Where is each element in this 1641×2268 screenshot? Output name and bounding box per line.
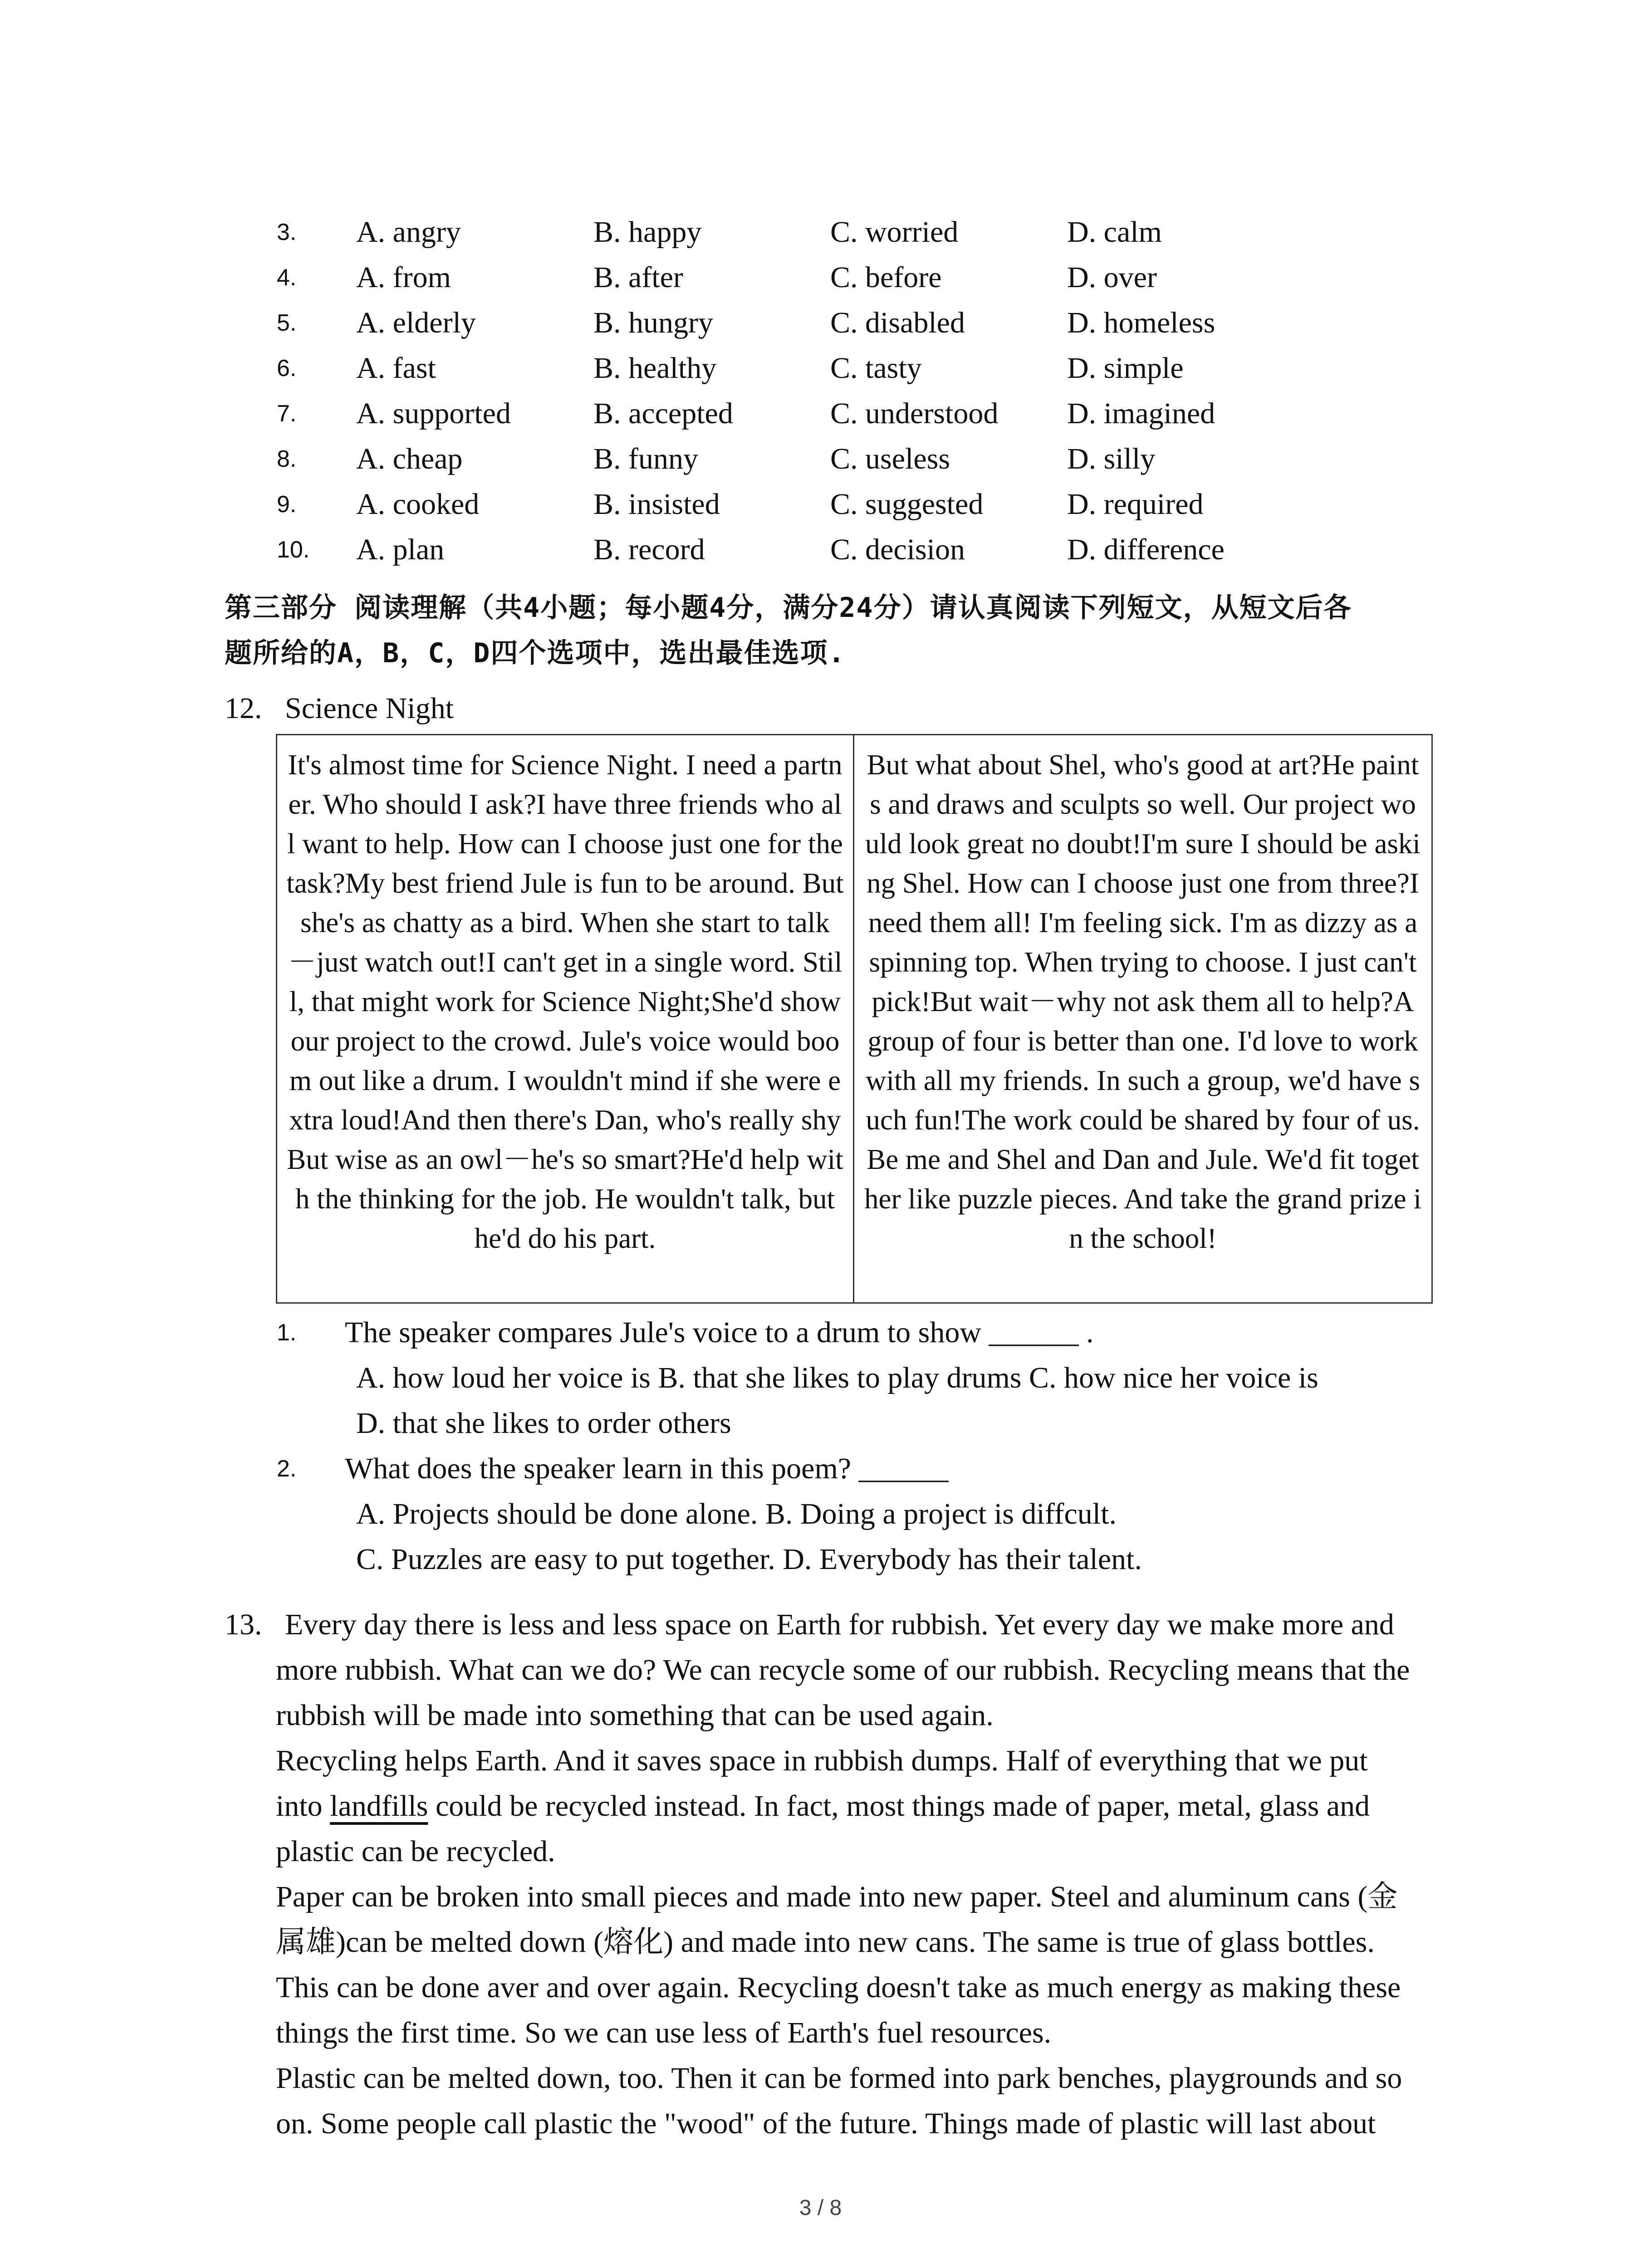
passage-line: things the first time. So we can use less of Earth's fuel resources. <box>276 2016 1052 2049</box>
option-c: C. understood <box>830 397 999 430</box>
passage-title: Science Night <box>285 692 454 725</box>
option-d: D. over <box>1067 261 1157 294</box>
passage-text: could be recycled instead. In fact, most things made of paper, metal, glass and <box>428 1789 1370 1823</box>
page-number: 3 / 8 <box>799 2196 842 2220</box>
option-a: A. elderly <box>356 306 476 339</box>
option-row <box>0 346 1641 391</box>
option-b: B. insisted <box>593 488 720 521</box>
sub-question-options: A. how loud her voice is B. that she likes to play drums C. how nice her voice is <box>356 1361 1318 1394</box>
option-d: D. difference <box>1067 533 1225 566</box>
option-a: A. plan <box>356 533 445 566</box>
option-d: D. imagined <box>1067 397 1215 430</box>
option-a: A. fast <box>356 352 436 385</box>
poem-table <box>276 734 1433 1304</box>
option-b: B. healthy <box>593 352 717 385</box>
passage-line: rubbish will be made into something that can be used again. <box>276 1699 994 1732</box>
sub-question-stem: What does the speaker learn in this poem? ______ <box>345 1452 949 1485</box>
section-heading-line: 题所给的A，B，C，D四个选项中，选出最佳选项. <box>225 637 846 669</box>
option-d: D. calm <box>1067 215 1162 249</box>
sub-question-number: 1. <box>277 1320 297 1346</box>
passage-line: Paper can be broken into small pieces and made into new paper. Steel and aluminum cans (金 <box>276 1880 1398 1913</box>
option-c: C. useless <box>830 442 950 475</box>
poem-right-column: But what about Shel, who's good at art?He paints and draws and sculpts so well. Our project would look great no doubt!I'm sure I should be asking Shel. How can I choose just one from three?I need them all! I'm feeling sick. I'm as dizzy as a spinning top. When trying to choose. I just can't pick!But wait－why not ask them all to help?A group of four is better than one. I'd love to work with all my friends. In such a group, we'd have such fun!The work could be shared by four of us. Be me and Shel and Dan and Jule. We'd fit together like puzzle pieces. And take the grand prize in the school! <box>864 749 1421 1254</box>
option-b: B. happy <box>593 215 702 249</box>
sub-question-number: 2. <box>277 1456 297 1482</box>
option-b: B. hungry <box>593 306 713 339</box>
option-b: B. record <box>593 533 705 566</box>
option-d: D. silly <box>1067 442 1156 475</box>
option-b: B. accepted <box>593 397 733 430</box>
option-a: A. angry <box>356 215 461 249</box>
option-row <box>0 300 1641 346</box>
option-b: B. funny <box>593 442 698 475</box>
sub-question-stem: The speaker compares Jule's voice to a drum to show ______ . <box>345 1316 1094 1349</box>
option-row <box>0 391 1641 436</box>
passage-line: more rubbish. What can we do? We can recycle some of our rubbish. Recycling means that the <box>276 1653 1410 1686</box>
option-c: C. disabled <box>830 306 965 339</box>
question-number: 3. <box>277 219 297 245</box>
poem-left-column: It's almost time for Science Night. I need a partner. Who should I ask?I have three friends who all want to help. How can I choose just one for the task?My best friend Jule is fun to be around. But she's as chatty as a bird. When she start to talk－just watch out!I can't get in a single word. Still, that might work for Science Night;She'd show our project to the crowd. Jule's voice would boom out like a drum. I wouldn't mind if she were extra loud!And then there's Dan, who's really shyBut wise as an owl－he's so smart?He'd help with the thinking for the job. He wouldn't talk, but he'd do his part. <box>277 735 854 1302</box>
passage-text: into <box>276 1789 330 1823</box>
sub-question-options: C. Puzzles are easy to put together. D. Everybody has their talent. <box>356 1543 1142 1576</box>
passage-line: plastic can be recycled. <box>276 1835 555 1868</box>
question-number: 8. <box>277 446 297 472</box>
option-c: C. worried <box>830 215 959 249</box>
option-d: D. required <box>1067 488 1204 521</box>
option-a: A. cheap <box>356 442 463 475</box>
question-number: 4. <box>277 264 297 291</box>
option-b: B. after <box>593 261 683 294</box>
question-number: 13. <box>225 1608 262 1641</box>
question-number: 12. <box>225 692 262 725</box>
option-c: C. tasty <box>830 352 922 385</box>
section-heading <box>225 585 1431 676</box>
option-c: C. before <box>830 261 942 294</box>
question-number: 10. <box>277 537 310 563</box>
passage-line: Every day there is less and less space on Earth for rubbish. Yet every day we make more and <box>285 1608 1394 1641</box>
option-row <box>0 527 1641 572</box>
question-number: 6. <box>277 355 297 381</box>
option-a: A. cooked <box>356 488 480 521</box>
passage-line <box>276 1784 1370 1829</box>
question-number: 5. <box>277 310 297 336</box>
option-c: C. suggested <box>830 488 984 521</box>
option-c: C. decision <box>830 533 965 566</box>
sub-question-options: A. Projects should be done alone. B. Doing a project is diffcult. <box>356 1497 1117 1530</box>
passage-line: 属雄)can be melted down (熔化) and made into new cans. The same is true of glass bottles. <box>276 1926 1375 1959</box>
option-d: D. simple <box>1067 352 1184 385</box>
passage-line: This can be done aver and over again. Recycling doesn't take as much energy as making these <box>276 1971 1401 2004</box>
question-number: 7. <box>277 401 297 427</box>
option-row <box>0 210 1641 255</box>
sub-question-options: D. that she likes to order others <box>356 1407 731 1440</box>
underlined-word: landfills <box>330 1789 428 1823</box>
question-number: 9. <box>277 491 297 518</box>
option-d: D. homeless <box>1067 306 1215 339</box>
passage-line: Plastic can be melted down, too. Then it can be formed into park benches, playgrounds and so <box>276 2062 1402 2095</box>
option-a: A. from <box>356 261 451 294</box>
section-heading-line: 第三部分 阅读理解（共4小题；每小题4分，满分24分）请认真阅读下列短文，从短文后各 <box>225 592 1352 624</box>
option-a: A. supported <box>356 397 511 430</box>
option-row <box>0 482 1641 527</box>
passage-line: Recycling helps Earth. And it saves space in rubbish dumps. Half of everything that we put <box>276 1744 1368 1777</box>
option-row <box>0 436 1641 482</box>
option-row <box>0 255 1641 300</box>
passage-line: on. Some people call plastic the "wood" of the future. Things made of plastic will last about <box>276 2107 1376 2140</box>
